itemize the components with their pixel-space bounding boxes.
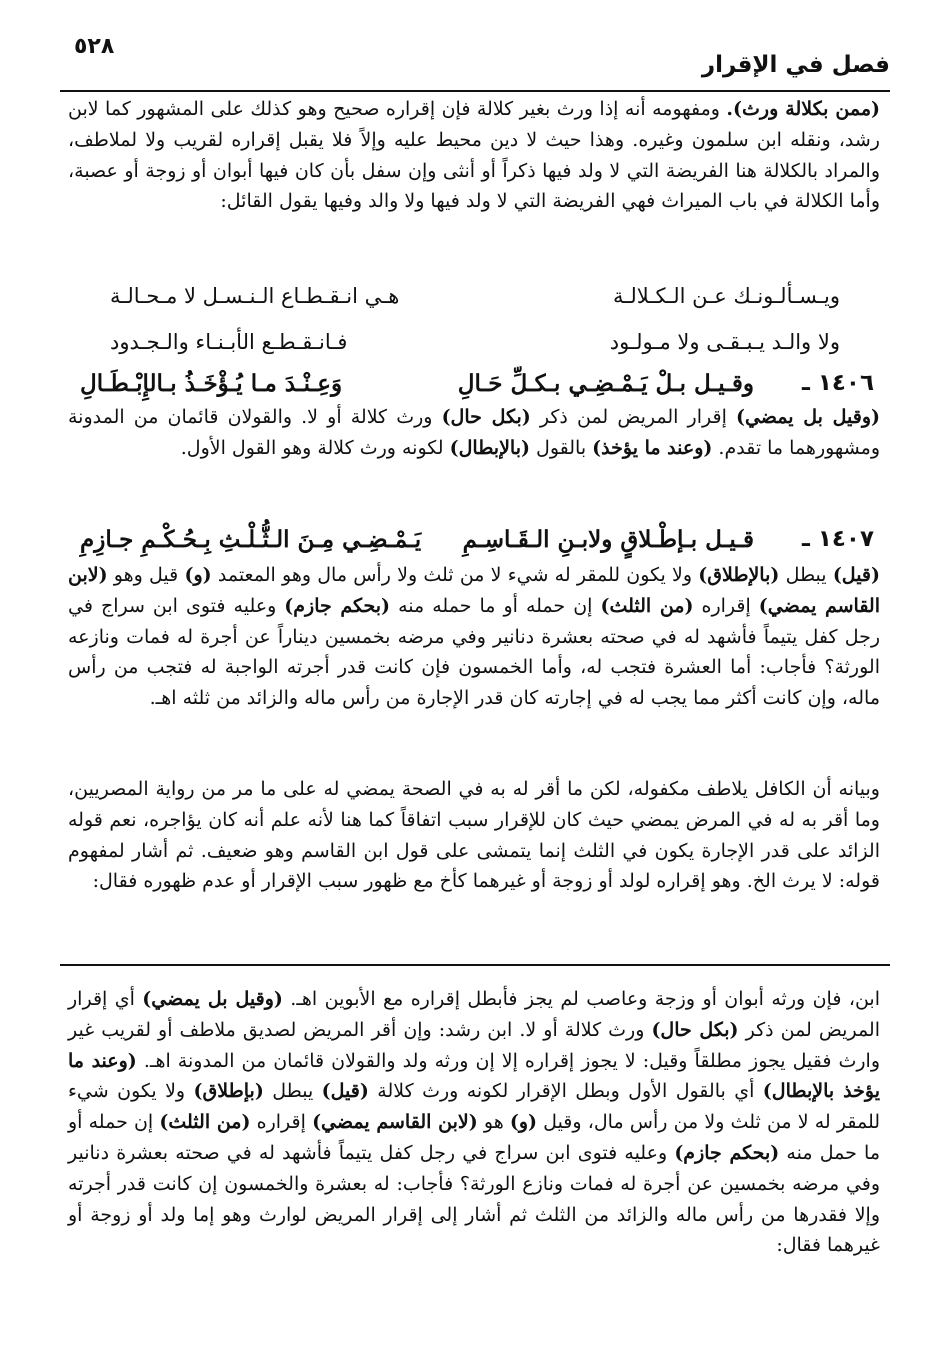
bold-term: (وقيل بل يمضي): [142, 988, 283, 1010]
paragraph-2: [68, 402, 880, 464]
line-hemistich-left: وَعِـنْـدَ مـا يُـؤْخَـذُ بـالإِبْـطَـالِ: [80, 370, 343, 397]
page-number: ٥٢٨: [74, 34, 115, 59]
bold-term: (وعند ما يؤخذ): [592, 436, 713, 459]
footnote-text: ولا يكون شيء للمقر له لا من ثلث ولا من رأس مال، وقيل: [68, 1080, 881, 1134]
bold-term: (لابن القاسم يمضي): [312, 1111, 478, 1134]
paragraph-text: إن حمله أو ما حمله منه: [390, 594, 601, 617]
paragraph-text: قيل وهو: [107, 564, 185, 586]
footnote-text: يبطل: [263, 1080, 322, 1103]
line-number: ١٤٠٧ ـ: [801, 526, 874, 552]
bold-term: (بحكم جازم): [284, 594, 391, 617]
footnote-text: وعليه فتوى ابن سراج في رجل كفل يتيماً فأشهد له في صحته بعشرة دنانير وفي مرضه بخمسين عن أجرة له فمات ونازع الورثة؟ فأجاب: له بعشرة والخمسون إن كانت قدر أجرته وإلا فقدرها من رأس ماله والزائد من الثلث ثم أشار إلى إقرار المريض لوارث وهو إما ولد أو زوجة أو غيرهما فقال:: [68, 1141, 880, 1257]
bold-term: (بالإبطال): [449, 436, 530, 459]
running-title: فصل في الإقرار: [701, 52, 890, 78]
footnote-separator: [60, 964, 890, 966]
bold-term: (و): [184, 564, 212, 586]
paragraph-text: وبيانه أن الكافل يلاطف مكفوله، لكن ما أقر له به في الصحة يمضي له على ما مر من رواية المصريين، وما أقر به له في المرض يمضي حيث كان للإقرار سبب اتفاقاً كما هنا لأنه علم أنه كان يؤاجره، نعم قوله الزائد على قدر الإجارة يكون في الثلث إنما يتمشى على قول ابن القاسم وهو ضعيف. ثم أشار لمفهوم قوله: لا يرث الخ. وهو إقراره لولد أو زوجة أو غيرهما كأخ مع ظهور سبب الإقرار أو عدم ظهوره فقال:: [68, 778, 880, 893]
bold-term: (بالإطلاق): [698, 564, 780, 586]
bold-term: (و): [509, 1111, 538, 1134]
bold-term: (قيل): [321, 1080, 369, 1103]
paragraph-text: بالقول: [529, 436, 593, 459]
verse-hemistich-right: ويـسـألـونـك عـن الـكـلالـة: [612, 284, 840, 308]
footnote-text: إقراره: [250, 1111, 313, 1134]
footnote-text: أي إقرار المريض لمن ذكر: [68, 988, 880, 1041]
footnote-block: [68, 984, 880, 1261]
paragraph-text: يبطل: [779, 564, 833, 586]
line-hemistich-left: يَـمْـضِـي مِـنَ الـثُّـلْـثِ بِـحُـكْـمِ جـازِمِ: [80, 526, 422, 553]
paragraph-text: ومفهومه أنه إذا ورث بغير كلالة فإن إقراره صحيح وهو كذلك على المشهور كما لابن رشد، ونقله ابن سلمون وغيره. وهذا حيث لا دين محيط عليه وإلاً فلا يقبل إقراره لقريب ولا لملاطف، والمراد بالكلالة هنا الفريضة التي لا ولد فيها ذكراً أو أنثى وإن سفل بأن كان فيها أبوان أو زوجة أو عصبة، وأما الكلالة في باب الميراث فهي الفريضة التي لا ولد فيها ولا والد وفيها يقول القائل:: [68, 98, 880, 213]
paragraph-text: إقرار المريض لمن ذكر: [530, 406, 736, 428]
bold-term: (بكل حال): [441, 406, 531, 428]
verse-hemistich-right: ولا والـد يـبـقـى ولا مـولـود: [609, 330, 840, 354]
paragraph-text: لكونه ورث كلالة وهو القول الأول.: [180, 436, 450, 459]
bold-term: (بإطلاق): [193, 1080, 264, 1103]
bold-term: (من الثلث): [159, 1111, 251, 1134]
paragraph-1: [68, 94, 880, 217]
paragraph-4: [68, 774, 880, 897]
bold-term: (لابن القاسم يمضي): [68, 564, 880, 617]
bold-term: (وعند ما يؤخذ بالإبطال): [68, 1049, 880, 1103]
footnote-text: ابن، فإن ورثه أبوان أو وزجة وعاصب لم يجز فأبطل إقراره مع الأبوين اهـ.: [282, 988, 880, 1010]
line-number: ١٤٠٦ ـ: [801, 370, 874, 396]
footnote-text: إن حمله أو ما حمل منه: [68, 1111, 880, 1164]
page-header: [60, 32, 890, 90]
verse-line-1: [110, 284, 840, 320]
bold-term: (قيل): [832, 564, 880, 586]
footnote-text: ورث كلالة أو لا. ابن رشد: وإن أقر المريض لصديق ملاطف أو لقريب غير وارث فقيل يجوز مطلقاً وقيل: لا يجوز إقراره إلا إن ورثه ولد والقولان قائمان من المدونة اهـ.: [68, 1018, 880, 1072]
paragraph-3: [68, 560, 880, 714]
paragraph-text: إقراره: [693, 594, 759, 617]
commentary-lead: (وقيل بل يمضي): [735, 406, 880, 428]
bold-term: (بكل حال): [651, 1018, 739, 1041]
footnote-text: أي بالقول الأول وبطل الإقرار لكونه ورث كلالة: [368, 1080, 763, 1103]
line-hemistich-right: قـيـل بـإطْـلاقٍ ولابـنِ الـقَـاسِـمِ: [462, 526, 754, 553]
header-rule: [60, 90, 890, 92]
paragraph-text: ولا يكون للمقر له شيء لا من ثلث ولا رأس مال وهو المعتمد: [211, 564, 699, 586]
paragraph-text: وعليه فتوى ابن سراج في رجل كفل يتيماً فأشهد له في صحته بعشرة دنانير وفي مرضه بخمسين ديناراً عن أجرة له فمات ونازعه الورثة؟ فأجاب: أما العشرة فتجب له، وأما الخمسون فإن كانت قدر أجرته الواجبة له فتجب من رأس ماله، وإن كانت أكثر مما يجب له في إجارته كان قدر الإجارة من رأس ماله والزائد من ثلثه اهـ.: [68, 594, 880, 710]
paragraph-lead: (ممن بكلالة ورث).: [726, 98, 880, 120]
verse-hemistich-left: هـي انـقـطـاع الـنـسـل لا مـحـالـة: [110, 284, 400, 308]
line-hemistich-right: وقـيـل بـلْ يَـمْـضِـي بـكـلِّ حَـالِ: [457, 370, 754, 397]
bold-term: (بحكم جازم): [674, 1141, 780, 1164]
verse-line-2: [110, 330, 840, 366]
verse-hemistich-left: فـانـقـطـع الأبـنـاء والـجـدود: [110, 330, 348, 354]
paragraph-text: ورث كلالة أو لا. والقولان قائمان من المدونة ومشهورهما ما تقدم.: [68, 406, 880, 459]
footnote-text: هو: [477, 1111, 510, 1134]
bold-term: (من الثلث): [600, 594, 694, 617]
